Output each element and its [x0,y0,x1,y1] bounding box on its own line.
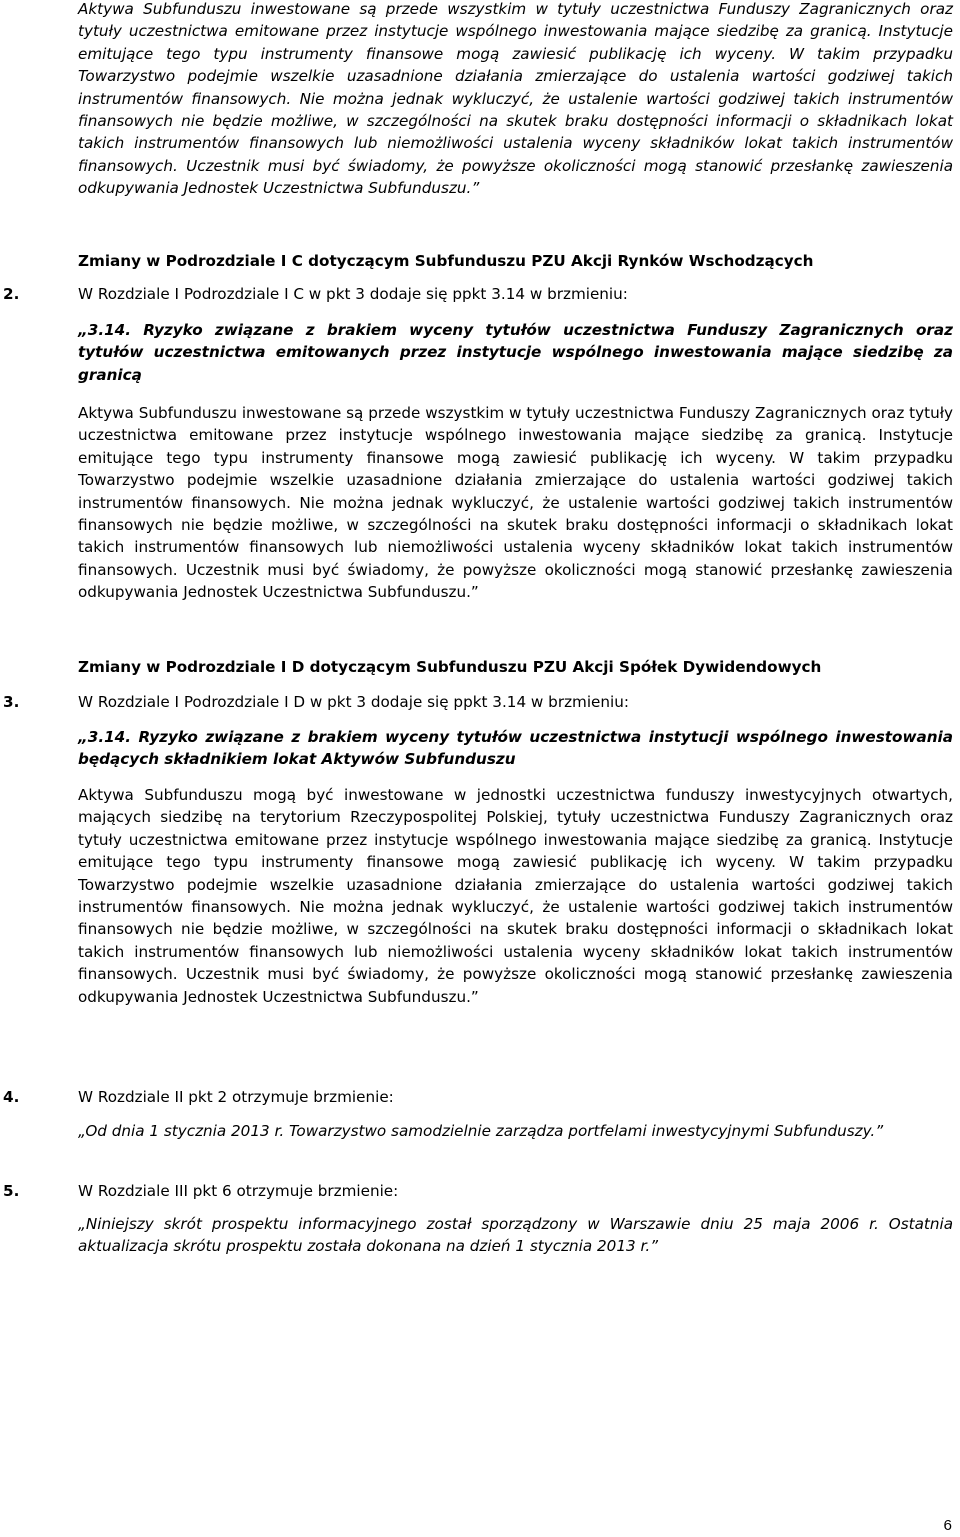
item-number: 4. [3,1088,20,1106]
intro-paragraph: Aktywa Subfunduszu inwestowane są przede wszystkim w tytuły uczestnictwa Funduszy Zagranicznych oraz tytuły uczestnictwa emitowane przez instytucje wspólnego inwestowania mające siedzibę za granicą. Instytucje emitujące tego typu instrumenty finansowe mogą zawiesić publikację ich wyceny. W takim przypadku Towarzystwo podejmie wszelkie uzasadnione działania zmierzające do ustalenia wartości godziwej takich instrumentów finansowych. Nie można jednak wykluczyć, że ustalenie wartości godziwej takich instrumentów finansowych nie będzie możliwe, w szczególności na skutek braku dostępności informacji o składnikach lokat takich instrumentów finansowych lub niemożliwości ustalenia wyceny składników lokat takich instrumentów finansowych. Uczestnik musi być świadomy, że powyższe okoliczności mogą stanowić przesłankę zawieszenia odkupywania Jednostek Uczestnictwa Subfunduszu.” [78,0,953,198]
page-number: 6 [943,1517,952,1534]
item-text: W Rozdziale I Podrozdziale I C w pkt 3 dodaje się ppkt 3.14 w brzmieniu: [78,285,628,303]
item-number: 2. [3,285,20,303]
item-text: W Rozdziale II pkt 2 otrzymuje brzmienie: [78,1088,394,1106]
section-c-subheading: „3.14. Ryzyko związane z brakiem wyceny tytułów uczestnictwa Funduszy Zagranicznych oraz tytułów uczestnictwa emitowanych przez instytucje wspólnego inwestowania mające siedzibę za granicą [78,321,953,384]
section-c-heading: Zmiany w Podrozdziale I C dotyczącym Subfunduszu PZU Akcji Rynków Wschodzących [78,252,814,270]
section-d-subheading: „3.14. Ryzyko związane z brakiem wyceny tytułów uczestnictwa instytucji wspólnego inwestowania będących składnikiem lokat Aktywów Subfunduszu [78,728,953,769]
item-5-quote: „Niniejszy skrót prospektu informacyjnego został sporządzony w Warszawie dniu 25 maja 2006 r. Ostatnia aktualizacja skrótu prospektu została dokonana na dzień 1 stycznia 2013 r.” [78,1215,953,1256]
item-number: 3. [3,693,20,711]
item-text: W Rozdziale I Podrozdziale I D w pkt 3 dodaje się ppkt 3.14 w brzmieniu: [78,693,629,711]
item-number: 5. [3,1182,20,1200]
item-text: W Rozdziale III pkt 6 otrzymuje brzmienie: [78,1182,399,1200]
section-c-body: Aktywa Subfunduszu inwestowane są przede wszystkim w tytuły uczestnictwa Funduszy Zagranicznych oraz tytuły uczestnictwa emitowane przez instytucje wspólnego inwestowania mające siedzibę za granicą. Instytucje emitujące tego typu instrumenty finansowe mogą zawiesić publikację ich wyceny. W takim przypadku Towarzystwo podejmie wszelkie uzasadnione działania zmierzające do ustalenia wartości godziwej takich instrumentów finansowych. Nie można jednak wykluczyć, że ustalenie wartości godziwej takich instrumentów finansowych nie będzie możliwe, w szczególności na skutek braku dostępności informacji o składnikach lokat takich instrumentów finansowych lub niemożliwości ustalenia wyceny składników lokat takich instrumentów finansowych. Uczestnik musi być świadomy, że powyższe okoliczności mogą stanowić przesłankę zawieszenia odkupywania Jednostek Uczestnictwa Subfunduszu.” [78,404,953,602]
section-d-heading: Zmiany w Podrozdziale I D dotyczącym Subfunduszu PZU Akcji Spółek Dywidendowych [78,658,822,676]
item-4-quote: „Od dnia 1 stycznia 2013 r. Towarzystwo samodzielnie zarządza portfelami inwestycyjnymi Subfunduszy.” [78,1122,884,1140]
section-d-body: Aktywa Subfunduszu mogą być inwestowane w jednostki uczestnictwa funduszy inwestycyjnych otwartych, mających siedzibę na terytorium Rzeczypospolitej Polskiej, tytuły uczestnictwa Funduszy Zagranicznych oraz tytuły uczestnictwa emitowane przez instytucje wspólnego inwestowania mające siedzibę za granicą. Instytucje emitujące tego typu instrumenty finansowe mogą zawiesić publikację ich wyceny. W takim przypadku Towarzystwo podejmie wszelkie uzasadnione działania zmierzające do ustalenia wartości godziwej takich instrumentów finansowych. Nie można jednak wykluczyć, że ustalenie wartości godziwej takich instrumentów finansowych nie będzie możliwe, w szczególności na skutek braku dostępności informacji o składnikach lokat takich instrumentów finansowych lub niemożliwości ustalenia wyceny składników lokat takich instrumentów finansowych. Uczestnik musi być świadomy, że powyższe okoliczności mogą stanowić przesłankę zawieszenia odkupywania Jednostek Uczestnictwa Subfunduszu.” [78,786,953,1006]
